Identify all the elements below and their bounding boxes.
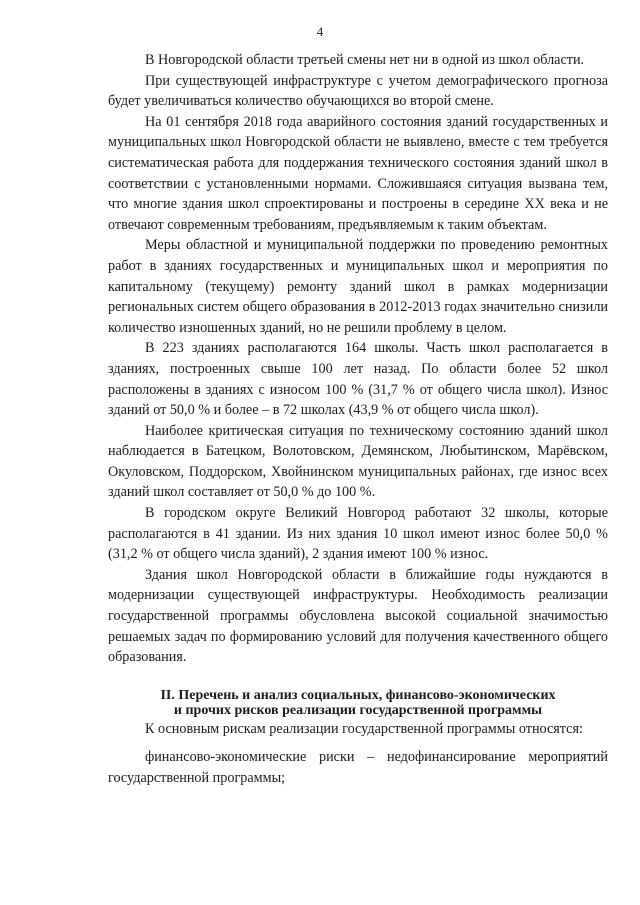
section-heading-line-1: II. Перечень и анализ социальных, финансово-экономических [160,687,556,703]
paragraph-financial-risks: финансово-экономические риски – недофинансирование мероприятий государственной программы; [108,749,608,786]
paragraph-demographic-forecast: При существующей инфраструктуре с учетом демографического прогноза будет увеличиваться количество обучающихся во второй смене. [108,72,608,110]
section-heading-line-2: и прочих рисков реализации государственной программы [173,703,543,719]
paragraph-building-condition: На 01 сентября 2018 года аварийного состояния зданий государственных и муниципальных школ Новгородской области не выявлено, вместе с тем требуется систематическая работа для поддержания технического состояния зданий школ в соответствии с установленными нормами. Сложившаяся ситуация вызвана тем, что многие здания школ спроектированы и построены в середине XX века и не отвечают современным требованиям, предъявляемым к таким объектам. [108,113,608,233]
section-heading [108,688,608,719]
document-body [108,50,608,789]
paragraph-veliky-novgorod: В городском округе Великий Новгород работают 32 школы, которые располагаются в 41 здании. Из них здания 10 школ имеют износ более 50,0 % (31,2 % от общего числа зданий), 2 здания имеют 100 % износ. [108,505,608,563]
paragraph-critical-districts: Наиболее критическая ситуация по техническому состоянию зданий школ наблюдается в Батецком, Волотовском, Демянском, Любытинском, Марёвском, Окуловском, Поддорском, Хвойнинском муниципальных районах, где износ всех зданий школ составляет от 50,0 % до 100 %. [108,422,608,501]
paragraph-building-wear: В 223 зданиях располагаются 164 школы. Часть школ располагается в зданиях, построенных свыше 100 лет назад. По области более 52 школ расположены в зданиях с износом 100 % (31,7 % от общего числа школ). Износ зданий от 50,0 % и более – в 72 школах (43,9 % от общего числа школ). [108,340,608,419]
paragraph-main-risks: К основным рискам реализации государственной программы относятся: [145,720,583,737]
page-number: 4 [316,24,324,39]
paragraph-third-shift: В Новгородской области третьей смены нет ни в одной из школ области. [145,52,585,68]
paragraph-modernization-need: Здания школ Новгородской области в ближайшие годы нуждаются в модернизации существующей инфраструктуры. Необходимость реализации государственной программы обусловлена высокой социальной значимостью решаемых задач по формированию условий для получения качественного общего образования. [108,566,608,666]
paragraph-support-measures: Меры областной и муниципальной поддержки по проведению ремонтных работ в зданиях государственных и муниципальных школ и мероприятия по капитальному (текущему) ремонту зданий школ в рамках модернизации региональных систем общего образования в 2012-2013 годах значительно снизили количество изношенных зданий, но не решили проблему в целом. [108,237,608,336]
